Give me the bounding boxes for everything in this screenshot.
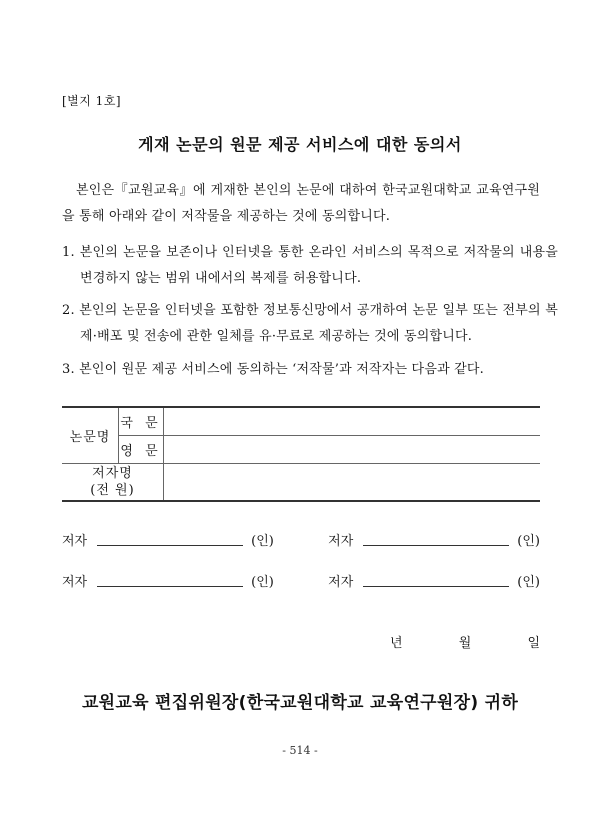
seal-label: (인) [251,534,274,549]
author-label: 저자 [328,575,354,590]
signature-block [62,571,274,590]
signature-block [62,530,274,549]
signature-block [328,571,540,590]
korean-title-label: 국 문 [119,407,164,436]
date-day: 일 [527,636,540,651]
author-label: 저자 [62,534,88,549]
signature-block [328,530,540,549]
author-signature-line[interactable] [363,574,509,587]
authors-row [62,464,540,502]
date-month: 월 [458,636,472,651]
date-line [0,632,540,651]
clause-3: 3. 본인이 원문 제공 서비스에 동의하는 ‘저작물’과 저작자는 다음과 같다. [62,362,485,377]
author-signature-line[interactable] [97,533,243,546]
paper-title-label: 논문명 [62,407,119,464]
page-number: - 514 - [282,744,318,757]
author-signature-line[interactable] [363,533,509,546]
date-year: 년 [390,636,403,651]
clause-2: 2. 본인의 논문을 인터넷을 포함한 정보통신망에서 공개하여 논문 일부 또는 전부의 복제·배포 및 전송에 관한 일체를 유·무료로 제공하는 것에 동의합니다. [62,303,558,344]
seal-label: (인) [517,575,540,590]
signature-row-2 [62,571,540,590]
author-label: 저자 [328,534,354,549]
authors-label-line2: (전 원) [90,483,135,498]
seal-label: (인) [517,534,540,549]
document-title: 게재 논문의 원문 제공 서비스에 대한 동의서 [138,135,462,154]
work-info-table [62,406,540,502]
english-title-row [62,436,540,464]
english-title-label: 영 문 [119,436,164,464]
author-label: 저자 [62,575,88,590]
signature-row-1 [62,530,540,549]
author-signature-line[interactable] [97,574,243,587]
korean-title-field[interactable] [164,407,541,436]
addressee: 교원교육 편집위원장(한국교원대학교 교육연구원장) 귀하 [81,693,519,713]
authors-label [62,464,164,502]
intro-paragraph: 본인은『교원교육』에 게재한 본인의 논문에 대하여 한국교원대학교 교육연구원을 통해 아래와 같이 저작물을 제공하는 것에 동의합니다. [62,183,540,224]
clause-1: 1. 본인의 논문을 보존이나 인터넷을 통한 온라인 서비스의 목적으로 저작물의 내용을 변경하지 않는 범위 내에서의 복제를 허용합니다. [62,245,558,286]
form-number-tag: [별지 1호] [62,94,122,108]
seal-label: (인) [251,575,274,590]
authors-field[interactable] [164,464,541,502]
authors-label-line1: 저자명 [92,466,133,481]
english-title-field[interactable] [164,436,541,464]
korean-title-row [62,407,540,436]
